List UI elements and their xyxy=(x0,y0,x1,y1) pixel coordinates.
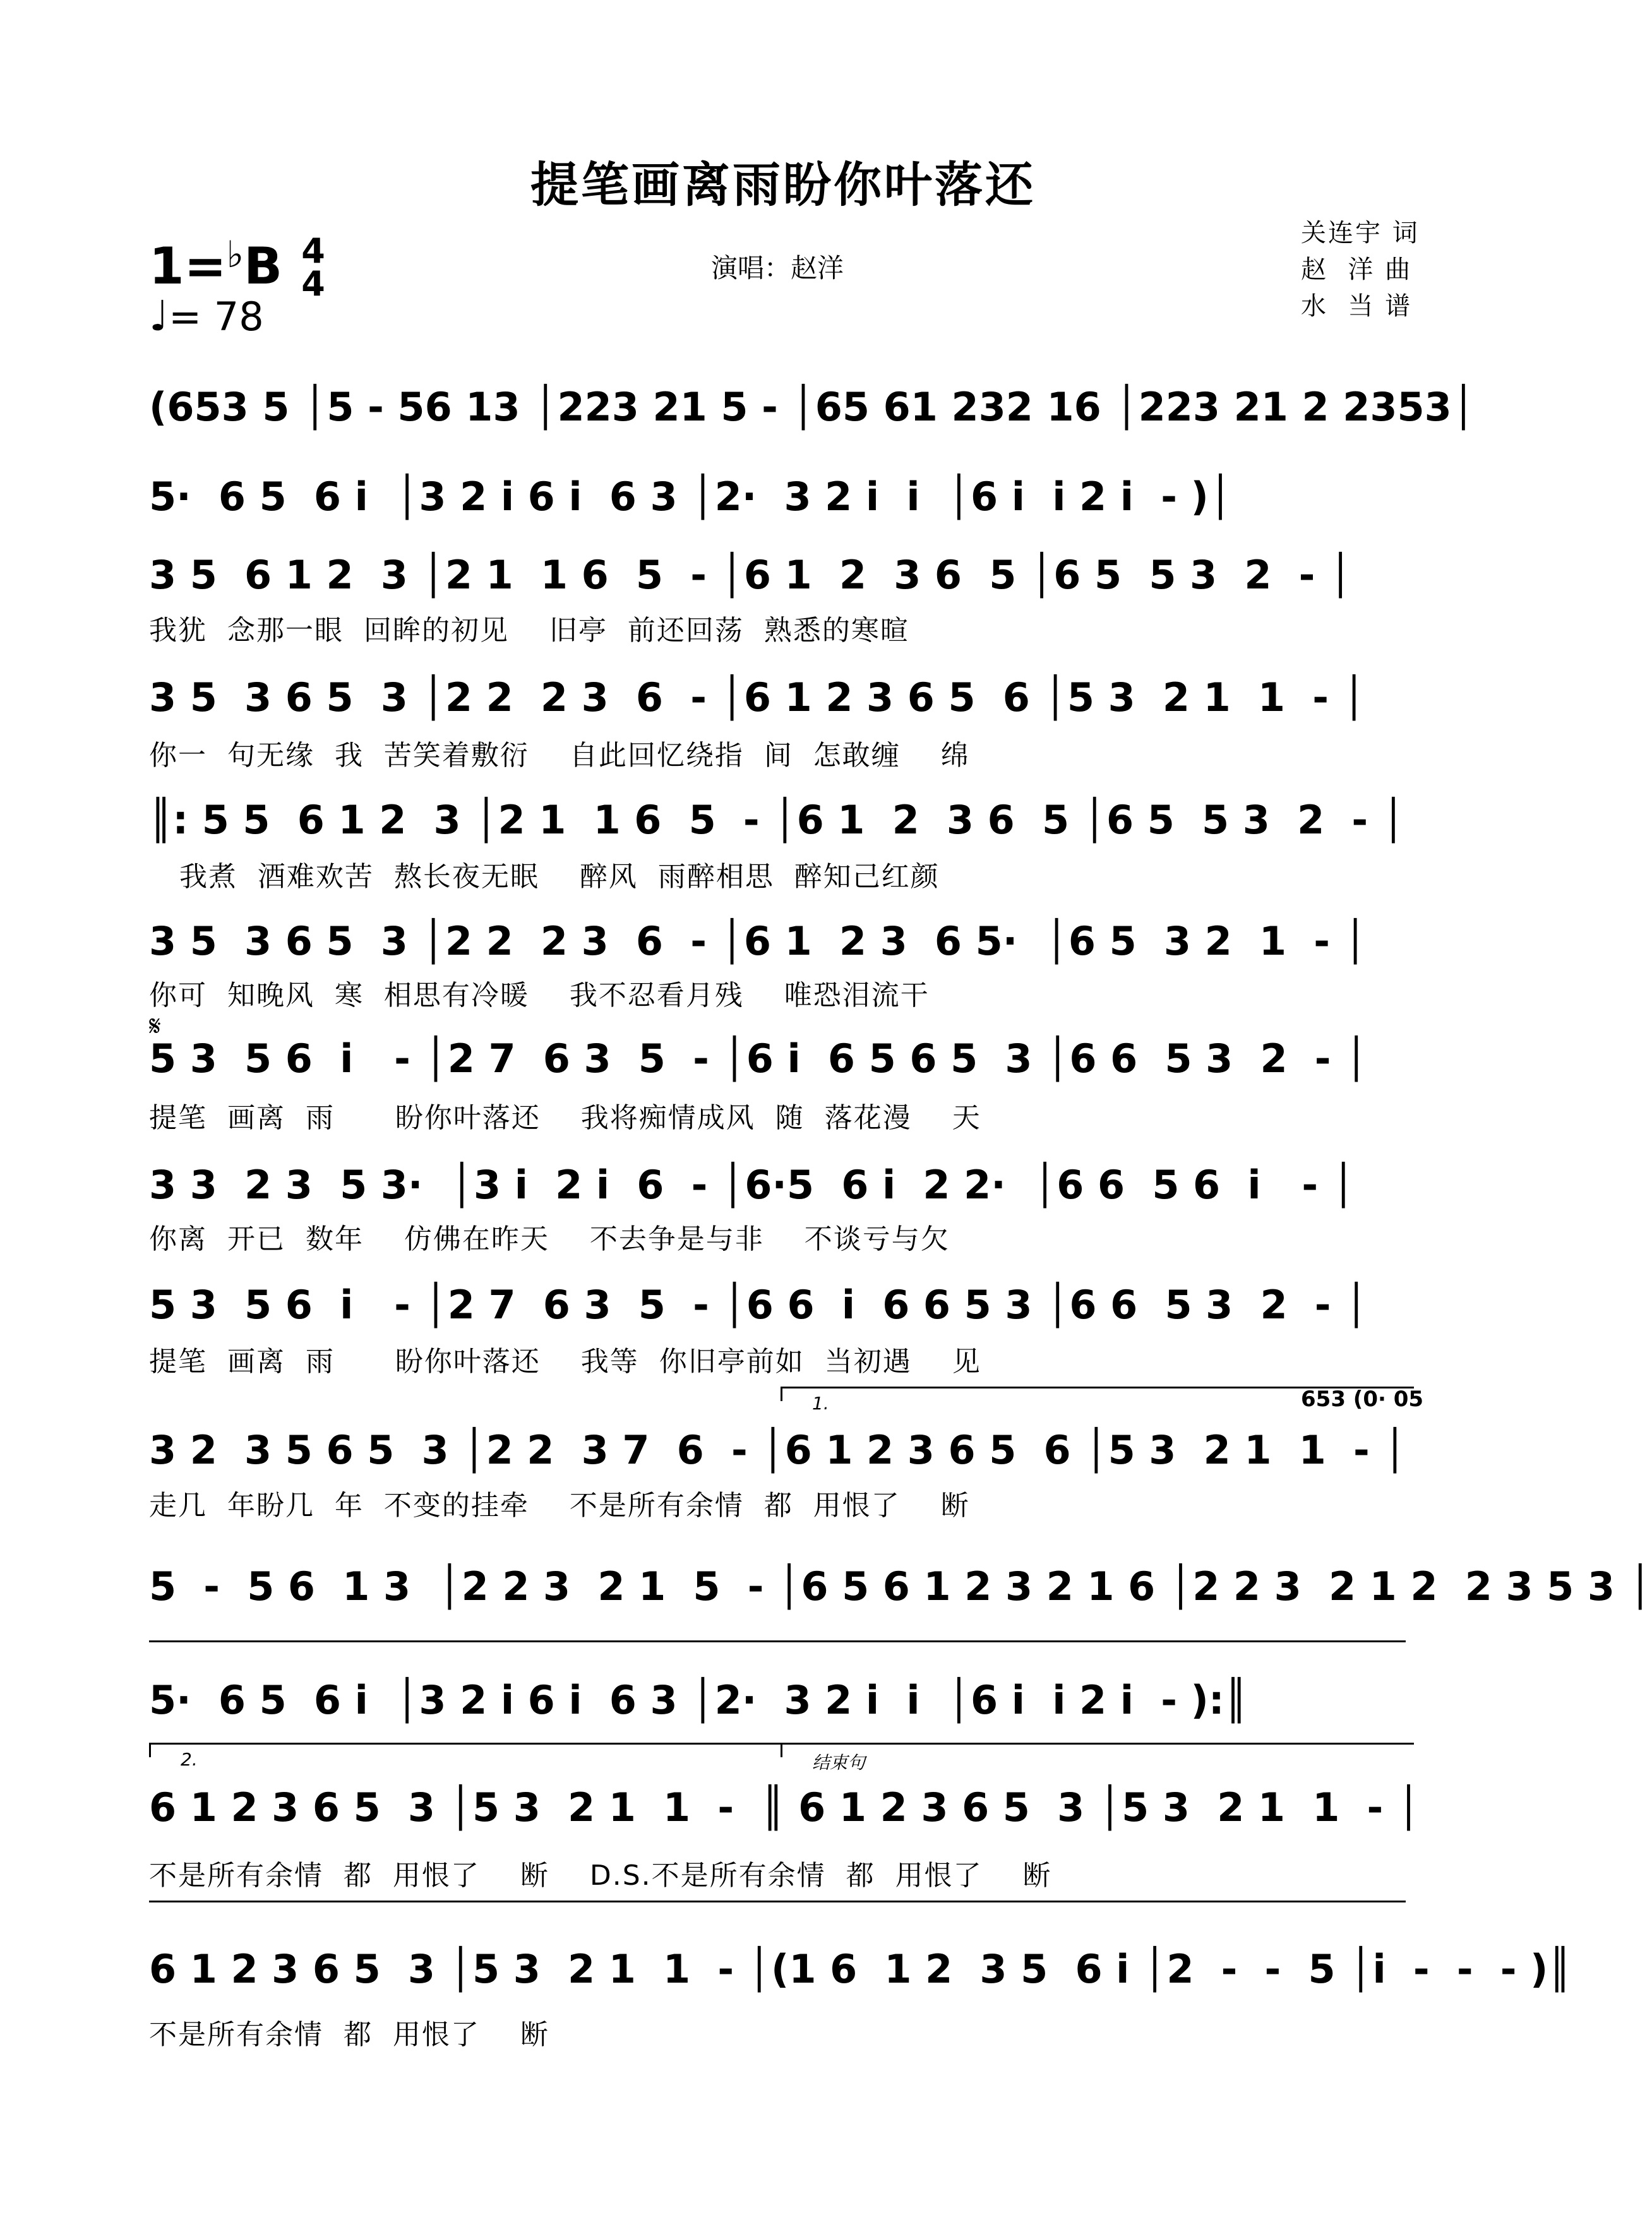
lyric-line-13: 不是所有余情 都 用恨了 断 D.S.不是所有余情 都 用恨了 断 xyxy=(149,1860,1052,1892)
key-note: B xyxy=(244,237,283,296)
time-signature-bottom: 4 xyxy=(301,264,325,304)
volta-first-label: 1. xyxy=(812,1393,829,1414)
key-eq: = xyxy=(184,237,227,296)
music-line-7: 5 3 5 6 i - │2 7 6 3 5 - │6 i 6 5 6 5 3 │6 6 5 3 2 - │ xyxy=(149,1036,1368,1082)
key-signature xyxy=(149,233,283,296)
music-line-5: ║: 5 5 6 1 2 3 │2 1 1 6 5 - │6 1 2 3 6 5 │6 5 5 3 2 - │ xyxy=(149,797,1406,843)
music-line-9: 5 3 5 6 i - │2 7 6 3 5 - │6 6 i 6 6 5 3 │6 6 5 3 2 - │ xyxy=(149,1282,1368,1328)
lyric-line-9: 提笔 画离 雨 盼你叶落还 我等 你旧亭前如 当初遇 见 xyxy=(149,1346,981,1378)
music-line-11: 5 - 5 6 1 3 │2 2 3 2 1 5 - │6 5 6 1 2 3 2 1 6 │2 2 3 2 1 2 2 3 5 3 │ xyxy=(149,1563,1652,1609)
lyric-line-14: 不是所有余情 都 用恨了 断 xyxy=(149,2019,549,2051)
time-signature xyxy=(294,231,332,304)
music-line-4: 3 5 3 6 5 3 │2 2 2 3 6 - │6 1 2 3 6 5 6 │5 3 2 1 1 - │ xyxy=(149,674,1366,720)
key-do: 1 xyxy=(149,237,184,296)
lyric-line-8: 你离 开已 数年 仿佛在昨天 不去争是与非 不谈亏与欠 xyxy=(149,1223,950,1255)
music-line-8: 3 3 2 3 5 3· │3 i 2 i 6 - │6·5 6 i 2 2· │6 6 5 6 i - │ xyxy=(149,1162,1356,1208)
music-line-10: 3 2 3 5 6 5 3 │2 2 3 7 6 - │6 1 2 3 6 5 6 │5 3 2 1 1 - │ xyxy=(149,1427,1407,1473)
credits-block xyxy=(1301,215,1420,325)
volta-second-bracket xyxy=(149,1743,782,1757)
transcriber-credit: 水 当 谱 xyxy=(1301,292,1413,321)
time-signature-top: 4 xyxy=(301,231,325,271)
music-line-2: 5· 6 5 6 i │3 2 i 6 i 6 3 │2· 3 2 i i │6 i i 2 i - )│ xyxy=(149,474,1233,520)
lyric-line-3: 我犹 念那一眼 回眸的初见 旧亭 前还回荡 熟悉的寒暄 xyxy=(149,614,909,647)
lyric-line-10: 走几 年盼几 年 不变的挂牵 不是所有余情 都 用恨了 断 xyxy=(149,1490,970,1522)
lyric-line-4: 你一 句无缘 我 苦笑着敷衍 自此回忆绕指 间 怎敢缠 绵 xyxy=(149,739,970,772)
music-line-14: 6 1 2 3 6 5 3 │5 3 2 1 1 - │(1 6 1 2 3 5 6 i │2 - - 5 │i - - - )║ xyxy=(149,1946,1572,1992)
lyric-line-6: 你可 知晚风 寒 相思有冷暖 我不忍看月残 唯恐泪流干 xyxy=(149,979,930,1012)
lyric-line-5: 我煮 酒难欢苦 熬长夜无眠 醉风 雨醉相思 醉知己红颜 xyxy=(149,861,940,893)
score-title: 提笔画离雨盼你叶落还 xyxy=(530,157,1036,213)
segno-icon: 𝄋 xyxy=(149,1010,161,1042)
lyricist-credit: 关连宇 词 xyxy=(1301,218,1420,248)
ending-bracket xyxy=(781,1743,1414,1757)
composer-credit: 赵 洋 曲 xyxy=(1301,255,1413,284)
ornament-end: 653 (0· 05 xyxy=(1301,1387,1424,1412)
tempo-value: = 78 xyxy=(169,294,264,340)
singer-credit: 演唱：赵洋 xyxy=(711,253,844,284)
music-line-1: (653 5 │5 - 56 13 │223 21 5 - │65 61 232 16 │223 21 2 2353│ xyxy=(149,384,1476,430)
music-line-13: 6 1 2 3 6 5 3 │5 3 2 1 1 - ║ 6 1 2 3 6 5 3 │5 3 2 1 1 - │ xyxy=(149,1784,1421,1830)
quarter-note-icon: ♩ xyxy=(149,292,169,340)
tempo-marking xyxy=(149,292,264,340)
system-divider-2 xyxy=(149,1901,1406,1906)
system-divider-1 xyxy=(149,1640,1406,1646)
music-line-3: 3 5 6 1 2 3 │2 1 1 6 5 - │6 1 2 3 6 5 │6 5 5 3 2 - │ xyxy=(149,552,1353,598)
ending-label: 结束句 xyxy=(812,1752,866,1773)
lyric-line-7: 提笔 画离 雨 盼你叶落还 我将痴情成风 随 落花漫 天 xyxy=(149,1102,981,1134)
flat-icon: ♭ xyxy=(226,233,244,276)
music-line-6: 3 5 3 6 5 3 │2 2 2 3 6 - │6 1 2 3 6 5· │6 5 3 2 1 - │ xyxy=(149,918,1367,964)
music-line-12: 5· 6 5 6 i │3 2 i 6 i 6 3 │2· 3 2 i i │6 i i 2 i - ):║ xyxy=(149,1677,1248,1723)
volta-second-label: 2. xyxy=(181,1749,198,1770)
